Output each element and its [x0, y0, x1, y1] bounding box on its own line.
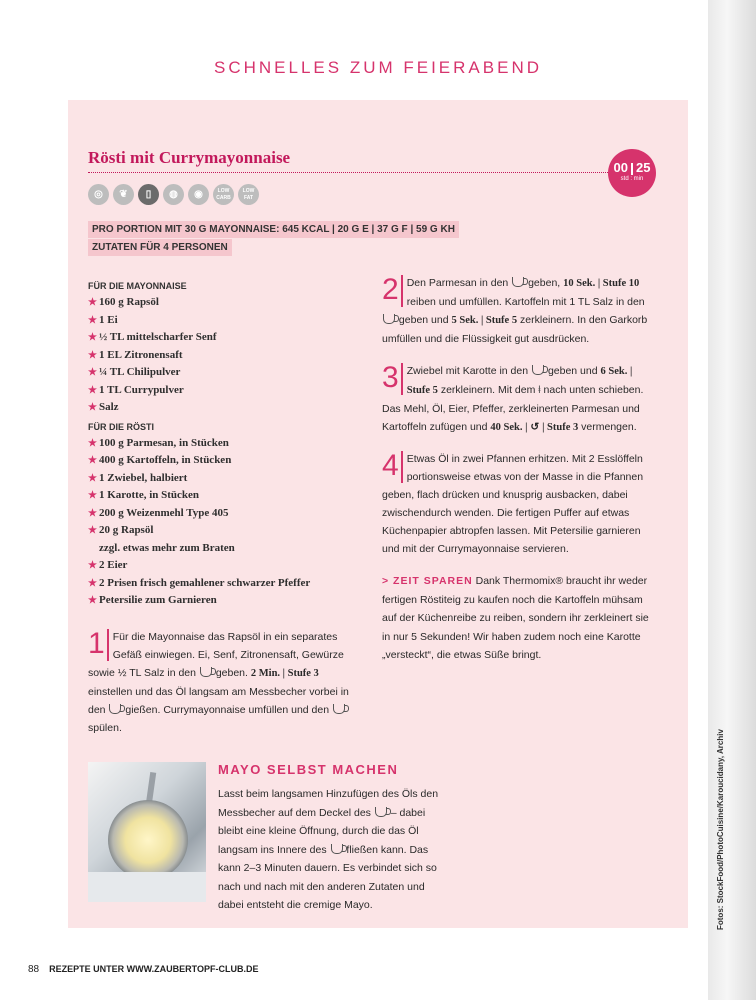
- timer-units: std : min: [620, 176, 644, 182]
- star-icon: ★: [88, 332, 97, 343]
- step-number: 4: [382, 451, 403, 483]
- vegetarian-icon: ❦: [113, 184, 134, 205]
- ingredient-item: ★ 400 g Kartoffeln, in Stücken: [88, 452, 358, 470]
- thermomix-bowl-icon: [109, 704, 121, 714]
- timer-minutes: 25: [636, 160, 651, 175]
- star-icon: ★: [88, 384, 97, 396]
- ingredient-item: ★ 20 g Rapsöl: [88, 522, 358, 540]
- star-icon: ★: [88, 402, 97, 413]
- star-icon: ★: [88, 507, 97, 519]
- star-icon: ★: [88, 349, 97, 361]
- tip-text: Dank Thermomix® braucht ihr weder fertigen Röstiteig zu kaufen noch die Kartoffeln mühsam auf der Küchenreibe zu reiben, sondern ihr zerkleinert sie in nur 5 Sekunden! Wir haben zudem noch eine Karotte „versteckt“, die etwas Süße bringt.: [382, 575, 649, 661]
- lactose-icon: ▯: [138, 184, 159, 205]
- spatula-icon: ⱡ: [538, 384, 541, 396]
- step-number: 2: [382, 275, 403, 307]
- mayo-photo: [88, 762, 206, 902]
- step-3: 3 Zwiebel mit Karotte in den geben und 6 Sek. | Stufe 5 zerkleinern. Mit dem ⱡ nach unten schieben. Das Mehl, Öl, Eier, Pfeffer, zerkleinerten Parmesan und Kartoffeln zufügen und 40 Sek. | ↺ | Stufe 3 vermengen.: [382, 361, 644, 433]
- ingredient-item: ★ 100 g Parmesan, in Stücken: [88, 435, 358, 453]
- ingredient-item: zzgl. etwas mehr zum Braten: [99, 541, 235, 554]
- thermomix-bowl-icon: [200, 667, 212, 677]
- star-icon: ★: [88, 525, 97, 536]
- ingredient-item: ★ 1 TL Currypulver: [88, 382, 358, 400]
- ingredient-group-heading: FÜR DIE MAYONNAISE: [88, 281, 187, 291]
- time-saving-tip: [382, 572, 652, 665]
- gluten-free-icon: ◎: [88, 184, 109, 205]
- egg-icon: ◉: [188, 184, 209, 205]
- ingredient-item: ★ Salz: [88, 399, 358, 417]
- thermomix-bowl-icon: [383, 314, 395, 324]
- star-icon: ★: [88, 297, 97, 308]
- step-4: 4 Etwas Öl in zwei Pfannen erhitzen. Mit 2 Esslöffeln portionsweise etwas von der Masse in die Pfannen geben, flach drücken und knusprig ausbacken, dabei zwischendurch wenden. Die fertigen Puffer auf etwas Küchenpapier abtropfen lassen. Mit Petersilie garnieren und mit der Currymayonnaise servieren.: [382, 449, 644, 555]
- footer-link-text: REZEPTE UNTER WWW.ZAUBERTOPF-CLUB.DE: [49, 964, 259, 974]
- thermomix-bowl-icon: [331, 844, 343, 854]
- step-number: 3: [382, 363, 403, 395]
- ingredient-item: ★ 1 Zwiebel, halbiert: [88, 470, 358, 488]
- ingredient-item: ★ 2 Eier: [88, 557, 358, 575]
- ingredient-item: ★ 160 g Rapsöl: [88, 294, 358, 312]
- step-number: 1: [88, 629, 109, 661]
- thermomix-bowl-icon: [512, 277, 524, 287]
- star-icon: ★: [88, 455, 97, 466]
- ingredient-item: ★ 1 Karotte, in Stücken: [88, 487, 358, 505]
- star-icon: ★: [88, 490, 97, 501]
- mayo-box-text: Lasst beim langsamen Hinzufügen des Öls den Messbecher auf dem Deckel des – dabei bleibt eine kleine Öffnung, durch die das Öl langsam ins Innere des fließen kann. Das kann 2–3 Minuten dauern. Es verbindet sich so nach und nach mit den anderen Zutaten und dabei entsteht die cremige Mayo.: [218, 788, 439, 911]
- ingredient-item: ★ 1 Ei: [88, 312, 358, 330]
- thermomix-bowl-icon: [333, 704, 345, 714]
- ingredient-item: ★ Petersilie zum Garnieren: [88, 592, 358, 610]
- nut-free-icon: ◍: [163, 184, 184, 205]
- thermomix-bowl-icon: [375, 807, 387, 817]
- low-fat-icon: LOW FAT: [238, 184, 259, 205]
- timer-hours: 00: [613, 160, 628, 175]
- step-1: 1 Für die Mayonnaise das Rapsöl in ein separates Gefäß einwiegen. Ei, Senf, Zitronensaft, Gewürze sowie ½ TL Salz in den geben. 2 Min. | Stufe 3 einstellen und das Öl langsam am Messbecher vorbei in den gießen. Currymayonnaise umfüllen und den spülen.: [88, 627, 349, 734]
- star-icon: ★: [88, 472, 97, 484]
- low-carb-icon: LOW CARB: [213, 184, 234, 205]
- page-number: 88: [28, 964, 40, 975]
- thermomix-bowl-icon: [532, 365, 544, 375]
- ingredient-item: ★ ¼ TL Chilipulver: [88, 364, 358, 382]
- reverse-rotation-icon: ↺: [530, 421, 540, 433]
- star-icon: ★: [88, 560, 97, 571]
- ingredient-group-heading: FÜR DIE RÖSTI: [88, 421, 155, 432]
- title-divider: [88, 172, 612, 173]
- star-icon: ★: [88, 577, 97, 589]
- tip-heading: > ZEIT SPAREN: [382, 575, 473, 587]
- recipe-title: Rösti mit Currymayonnaise: [88, 148, 291, 167]
- section-title: SCHNELLES ZUM FEIERABEND: [214, 58, 542, 77]
- page-footer: [28, 964, 258, 975]
- star-icon: ★: [88, 595, 97, 606]
- ingredient-item: ★ 200 g Weizenmehl Type 405: [88, 505, 358, 523]
- ingredient-item: ★ ½ TL mittelscharfer Senf: [88, 329, 358, 347]
- mayo-box-title: MAYO SELBST MACHEN: [218, 762, 399, 777]
- ingredient-item: ★ 2 Prisen frisch gemahlener schwarzer Pfeffer: [88, 575, 358, 593]
- time-badge: [608, 149, 656, 197]
- photo-credit: Fotos: StockFood/PhotoCuisine/Karoucidany, Archiv: [716, 729, 725, 930]
- servings-info: ZUTATEN FÜR 4 PERSONEN: [88, 239, 232, 256]
- portion-info: PRO PORTION MIT 30 G MAYONNAISE: 645 KCAL | 20 G E | 37 G F | 59 G KH: [88, 221, 459, 238]
- ingredients-list: [88, 280, 358, 610]
- diet-icons: [88, 184, 259, 205]
- star-icon: ★: [88, 314, 97, 326]
- star-icon: ★: [88, 367, 97, 378]
- star-icon: ★: [88, 437, 97, 449]
- step-2: 2 Den Parmesan in den geben, 10 Sek. | Stufe 10 reiben und umfüllen. Kartoffeln mit 1 TL Salz in den geben und 5 Sek. | Stufe 5 zerkleinern. In den Garkorb umfüllen und die Flüssigkeit gut ausdrücken.: [382, 273, 648, 345]
- ingredient-item: ★ 1 EL Zitronensaft: [88, 347, 358, 365]
